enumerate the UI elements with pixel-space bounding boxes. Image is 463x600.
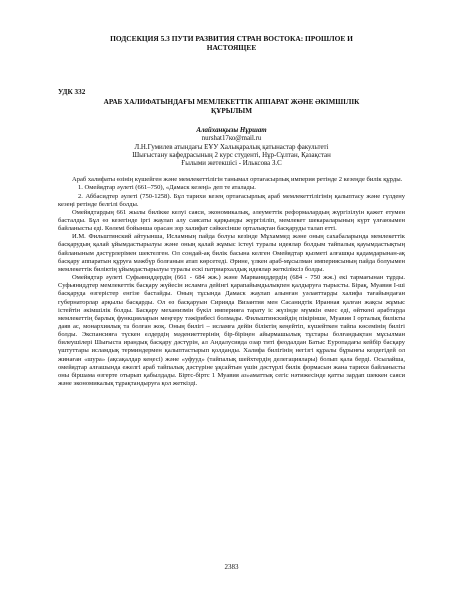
page-number: 2383 [224,563,239,571]
affiliation-line: Л.Н.Гумилев атындағы ЕҰУ Халықаралық қатынастар факультеті [134,143,329,151]
article-title-line-2: ҚҰРЫЛЫМ [210,106,253,115]
affiliation-line: Ғылыми жетекшісі - Ильксова З.С [181,160,282,167]
affiliation-line: Шығыстану кафедрасының 2 курс студенті, Нұр-Сұлтан, Қазақстан [132,151,331,159]
author-email: nurshat17ко@mail.ru [201,135,262,143]
udk-code: УДК 332 [58,88,86,96]
article-title-line-1: АРАБ ХАЛИФАТЫНДАҒЫ МЕМЛЕКЕТТІК АППАРАТ ЖӘНЕ ӘКІМШІЛІК [103,98,360,106]
article-title [58,98,405,115]
author-block [58,127,405,168]
author-affiliation [58,144,405,169]
body-paragraph: Омейядтардың 661 жылы билікке келуі саяси, экономикалық, әлеуметтік реформалардың жүргізілуін қажет етумен басталды. Бұл өз кезегінде іргі жаулап алу саясаты қарқынды жүргізіліп, мемлекет шекараларының күрт үлғаюымен байланысты еді. Көлемі бойынша орасан зор халифат сәйкесінше орталықтан басқаруды талап етті. [58,208,405,233]
body-paragraph: Омейядтар әулеті Суфьяниддердің (661 - 684 жж.) және Марваниддердің (684 - 750 жж.) екі тармағынан тұрды. Суфьяниддтер мемлекеттік басқару жүйесін исламға дейінгі қарапайымдылықпен қалдыруға тырысты. Бірақ, Муавия I-ші басқаруда өзгерістер енгізе бастайды. Оның тұсында Дамаск жаулап алынған уәлаяттарды халифа тағайындаған губернаторлар арқылы басқарды. Ол өз басқаруын Сирияда Византия мен Сасанидтік Иранная қалған жақсы жұмыс істейтін әкімшілік болды. Басқару механизмін бүкіл империяға тарату іс жүзінде мүмкін емес еді, өйткені арабтарда мемлекеттің барлық функцияларын меңгеру тәжірибесі болмады. Фильштинскийдің пікірінше, Муавия І орталық билікты даяв ас, монархиялық та болған жоқ. Оның билігі – исламға дейін біліктің кеңейтіп, күшейткен тайпа көсемінің билігі болды. Экспансияға түскен елдердің мәдениеттерінің бір-біріңен айырмашылық тұстары болғандықтан мұсылман билеушілері Шығыста ирандық басқару дәстүрін, ал Андалусияда озар титі феодалдан Батыс Еуропадағы кейбір басқару үштуттары исламдық терминдермен қалыптастырып қолданды. Халифа билігінің негізгі құралы бұрынғы кездегідей ол жинаған «шура» (ақсақалдар кеңесі) және «уфууд» (тайпалық шейхтердің делегациялары) болып қала берді. Осылайша, омейядтар алғашында ежелгі араб тайпалық дәстүріне ұқсайтын үшін дәстүрлі билік формасын жана тарихи байланысты оны біршама өзгерте отырып қабылдады. Біртс-біртс 1 Муавия аз»аматтық сегіс нәтижесінде қатты зардап шеккен саяси және экономикалық тұрақтандыруға қол жеткізді. [58,274,405,388]
body-paragraph: Араб халифаты өзінің күшейген және мемлекеттілігін танымал ортағасырлық империя ретінде 2 кезеңде билік құрды. [72,176,403,184]
article-body [58,176,405,388]
list-item: 2. Аббасидтер әулеті (750-1258). Бұл тарихи кезең ортағасырлық араб мемлекеттілігінің қалыптасу және гүлдену кезеңі ретінде белгілі болды. [58,192,405,208]
author-name: Алайханқызы Нұршат [196,127,267,135]
section-heading-line-1: ПОДСЕКЦИЯ 5.3 ПУТИ РАЗВИТИЯ СТРАН ВОСТОКА: ПРОШЛОЕ И [110,34,353,43]
list-item: 1. Омейядтар әулеті (661–750), «Дамаск кезеңі» деп те аталады. [78,184,256,192]
section-heading-line-2: НАСТОЯЩЕЕ [206,43,257,52]
section-heading [58,34,405,52]
body-paragraph: И.М. Фильштинский айтуынша, Исламның пайда болуы кезінде Мұхаммед және оның сахабаларында мемлекеттік басқарудың қалай ұйымдастырылуы және оның қалай жұмыс істеуі туралы идеялар болдым тайпалық қауымдастықтың байланыным дәстүрлерімен шектелген. Ол сондай-ақ билік басына келген Омейядтар қызметі алғашқы қадамдарынан-ақ басқару аппаратын құруға мәжбүр болғанын атап көрсетеді. Әрине, үлкен араб-мұсылман империясының пайда болуымен мемлекеттік биліктің ұйымдастырылуы туралы ескі патриархалдық идеялар жеткіліксіз болды. [58,233,405,273]
